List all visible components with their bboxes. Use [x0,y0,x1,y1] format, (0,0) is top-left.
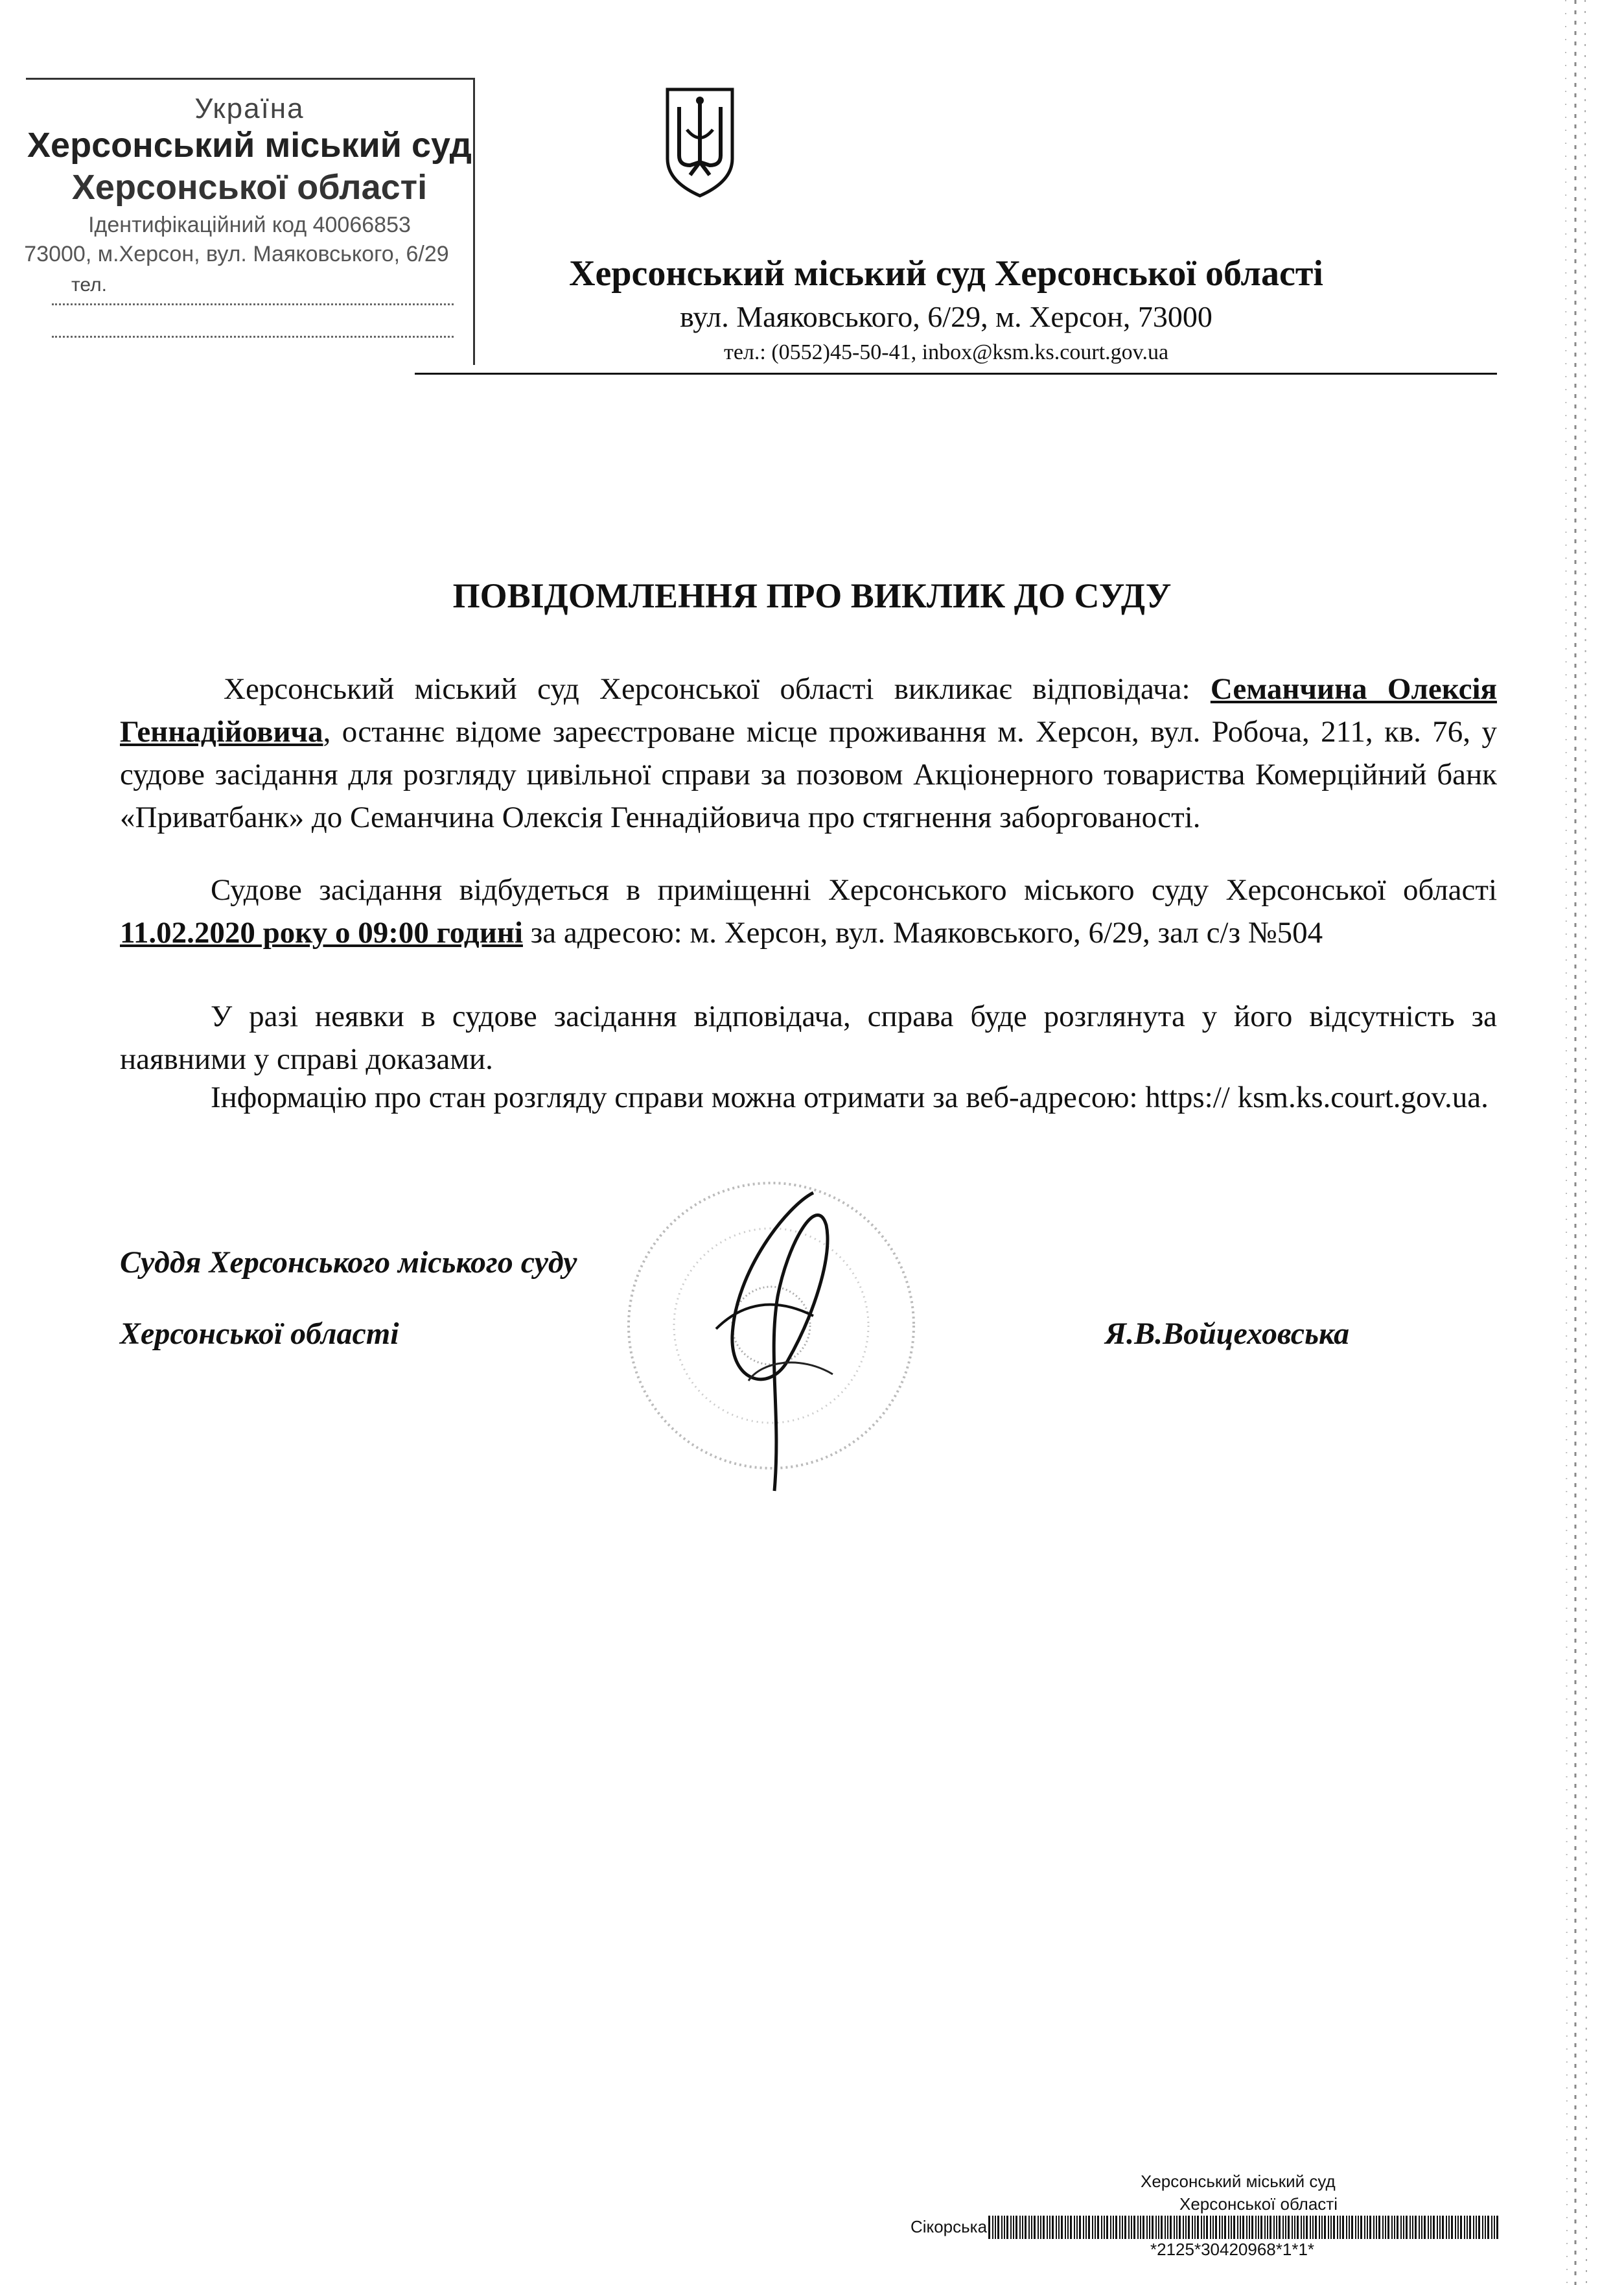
hearing-text-rest: за адресою: м. Херсон, вул. Маяковського, 6/29, зал с/з №504 [522,916,1323,950]
round-court-seal-with-signature [619,1167,923,1504]
registry-barcode-number: *2125*30420968*1*1* [1150,2240,1315,2259]
notice-title: ПОВІДОМЛЕННЯ ПРО ВИКЛИК ДО СУДУ [452,576,1172,615]
paragraph-info: Інформацію про стан розгляду справи можна отримати за веб-адресою: https:// ksm.ks.court.gov.ua. [211,1081,1489,1114]
stamp-country: Україна [194,93,305,124]
judge-position-line2: Херсонської області [120,1317,399,1351]
paragraph-absence: У разі неявки в судове засідання відповідача, справа буде розглянута у його відсутність за наявними у справі доказами. [120,1000,1497,1076]
court-address: вул. Маяковського, 6/29, м. Херсон, 73000 [680,300,1212,333]
judge-name: Я.В.Войцеховська [1105,1317,1350,1351]
court-name-heading: Херсонський міський суд Херсонської області [569,253,1323,294]
scan-edge-artifact [1553,0,1598,2285]
coat-of-arms-icon [661,84,739,201]
registry-court: Херсонський міський суд [1141,2172,1336,2191]
hearing-datetime: 11.02.2020 року о 09:00 годині [120,916,523,950]
paragraph-hearing [120,869,1497,954]
header-divider [415,373,1497,375]
stamp-region: Херсонської області [71,168,428,207]
registry-region: Херсонської області [1179,2194,1338,2214]
stamp-tel: тел. [71,274,107,296]
paragraph-summons [120,668,1497,839]
stamp-id-code: Ідентифікаційний код 40066853 [88,213,411,237]
defendant-name: Семанчина Олексія Геннадійовича [120,672,1497,749]
stamp-dotted-line [52,336,454,338]
judge-position-line1: Суддя Херсонського міського суду [120,1245,577,1280]
barcode-icon [988,2216,1500,2239]
stamp-court: Херсонський міський суд [27,126,472,165]
registry-clerk: Сікорська [911,2217,988,2236]
summons-text-rest: , останнє відоме зареєстроване місце проживання м. Херсон, вул. Робоча, 211, кв. 76, у судове засідання для розгляду цивільної справи за позовом Акціонерного товариства Комерційний банк «Приватбанк» до Семанчина Олексія Геннадійовича про стягнення заборгованості. [120,715,1497,834]
summons-text-start: Херсонський міський суд Херсонської області викликає відповідача: [224,672,1211,706]
hearing-text-start: Судове засідання відбудеться в приміщенні Херсонського міського суду Херсонської області [211,873,1497,907]
court-contacts: тел.: (0552)45-50-41, inbox@ksm.ks.court.gov.ua [723,340,1169,364]
stamp-address: 73000, м.Херсон, вул. Маяковського, 6/29 [24,242,449,266]
